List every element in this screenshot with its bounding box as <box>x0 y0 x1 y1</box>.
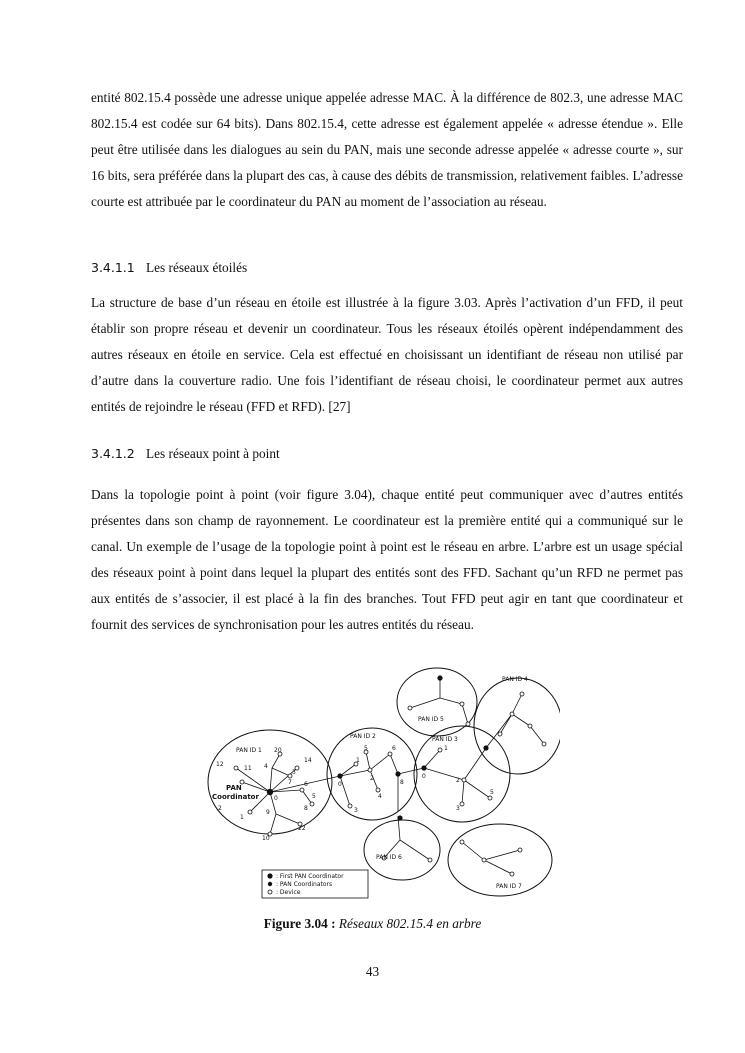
svg-text:22: 22 <box>298 825 306 832</box>
legend <box>262 870 368 898</box>
cluster-pan-5 <box>397 668 477 736</box>
svg-text:11: 11 <box>244 765 252 772</box>
svg-text:4: 4 <box>264 763 268 770</box>
cluster-pan-3 <box>414 726 510 822</box>
figure-tree-network <box>200 664 560 910</box>
svg-text:7: 7 <box>288 779 292 786</box>
svg-text:4: 4 <box>378 793 382 800</box>
figure-caption <box>0 916 745 932</box>
section-heading-star-networks <box>91 260 247 276</box>
svg-text:3: 3 <box>354 807 358 814</box>
paragraph-star-networks: La structure de base d’un réseau en étoile est illustrée à la figure 3.03. Après l’activation d’un FFD, il peut établir son propre réseau et devenir un coordinateur. Tous les réseaux étoilés opèrent indépendamment des autres réseaux en étoile en service. Cela est effectué en choisissant un identifiant de réseau non utilisé par d’autre dans la couverture radio. Une fois l’identifiant de réseau choisi, le coordinateur permet aux autres entités de rejoindre le réseau (FFD et RFD). [27] <box>91 295 683 414</box>
svg-text:8: 8 <box>304 805 308 812</box>
device-nodes <box>234 692 546 876</box>
pan-label: PAN ID 6 <box>376 854 402 861</box>
first-pan-coordinator <box>267 789 273 795</box>
pan-label: PAN ID 3 <box>432 736 458 743</box>
paragraph-p2p-networks: Dans la topologie point à point (voir figure 3.04), chaque entité peut communiquer avec d’autres entités présentes dans son champ de rayonnement. Le coordinateur est la première entité qui a communiqué sur le canal. Un exemple de l’usage de la topologie point à point est le réseau en arbre. L’arbre est un usage spécial des réseaux point à point dans lequel la plupart des entités sont des FFD. Sachant qu’un RFD ne permet pas aux entités de s’associer, il est placé à la fin des branches. Tout FFD peut agir en tant que coordinateur et fournit des services de synchronisation pour les autres entités du réseau. <box>91 487 683 632</box>
svg-text:3: 3 <box>292 769 296 776</box>
svg-text:1: 1 <box>240 814 244 821</box>
legend-first-coordinator: : First PAN Coordinator <box>276 873 344 880</box>
tree-network-diagram <box>200 664 560 910</box>
svg-text:6: 6 <box>304 781 308 788</box>
section-number: 3.4.1.2 <box>91 446 135 461</box>
svg-text:5: 5 <box>490 789 494 796</box>
pan-label: PAN ID 5 <box>418 716 444 723</box>
svg-text:0: 0 <box>338 781 342 788</box>
svg-text:14: 14 <box>304 757 312 764</box>
svg-text:5: 5 <box>364 745 368 752</box>
svg-text:1: 1 <box>356 757 360 764</box>
section-heading-p2p-networks <box>91 446 280 462</box>
page-number: 43 <box>365 964 380 979</box>
coordinator-label: PAN <box>226 784 242 792</box>
svg-text:8: 8 <box>400 779 404 786</box>
pan-label: PAN ID 7 <box>496 883 522 890</box>
svg-text:5: 5 <box>312 793 316 800</box>
svg-text:0: 0 <box>422 773 426 780</box>
svg-text:2: 2 <box>370 775 374 782</box>
caption-text: Réseaux 802.15.4 en arbre <box>338 916 482 931</box>
coordinator-label: Coordinator <box>212 793 259 801</box>
svg-text:6: 6 <box>392 745 396 752</box>
section-title: Les réseaux point à point <box>146 446 280 461</box>
section-number: 3.4.1.1 <box>91 260 135 275</box>
cluster-pan-4 <box>474 678 560 774</box>
svg-text:2: 2 <box>218 805 222 812</box>
caption-label: Figure 3.04 : <box>263 916 336 931</box>
section-title: Les réseaux étoilés <box>146 260 248 275</box>
pan-label: PAN ID 1 <box>236 747 262 754</box>
legend-first-coordinator-icon <box>267 873 272 878</box>
svg-text:1: 1 <box>444 745 448 752</box>
paragraph-mac-address: entité 802.15.4 possède une adresse unique appelée adresse MAC. À la différence de 802.3, une adresse MAC 802.15.4 est codée sur 64 bits). Dans 802.15.4, cette adresse est également appelée « adresse étendue ». Elle peut être utilisée dans les dialogues au sein du PAN, mais une seconde adresse appelée « adresse courte », sur 16 bits, sera préférée dans la plupart des cas, à cause des débits de transmission, relativement faibles. L’adresse courte est attribuée par le coordinateur du PAN au moment de l’association au réseau. <box>91 90 683 209</box>
legend-pan-coordinators: : PAN Coordinators <box>276 881 333 888</box>
svg-text:12: 12 <box>216 761 224 768</box>
svg-text:9: 9 <box>266 809 270 816</box>
network-links <box>236 678 544 874</box>
svg-text:10: 10 <box>262 835 270 842</box>
cluster-pan-6 <box>364 820 440 880</box>
legend-coordinator-icon <box>268 882 272 886</box>
pan-label: PAN ID 4 <box>502 676 528 683</box>
legend-device: : Device <box>276 889 301 896</box>
svg-text:3: 3 <box>456 805 460 812</box>
svg-text:2: 2 <box>456 777 460 784</box>
svg-text:20: 20 <box>274 747 282 754</box>
svg-text:0: 0 <box>274 795 278 802</box>
pan-label: PAN ID 2 <box>350 733 376 740</box>
legend-device-icon <box>268 890 272 894</box>
